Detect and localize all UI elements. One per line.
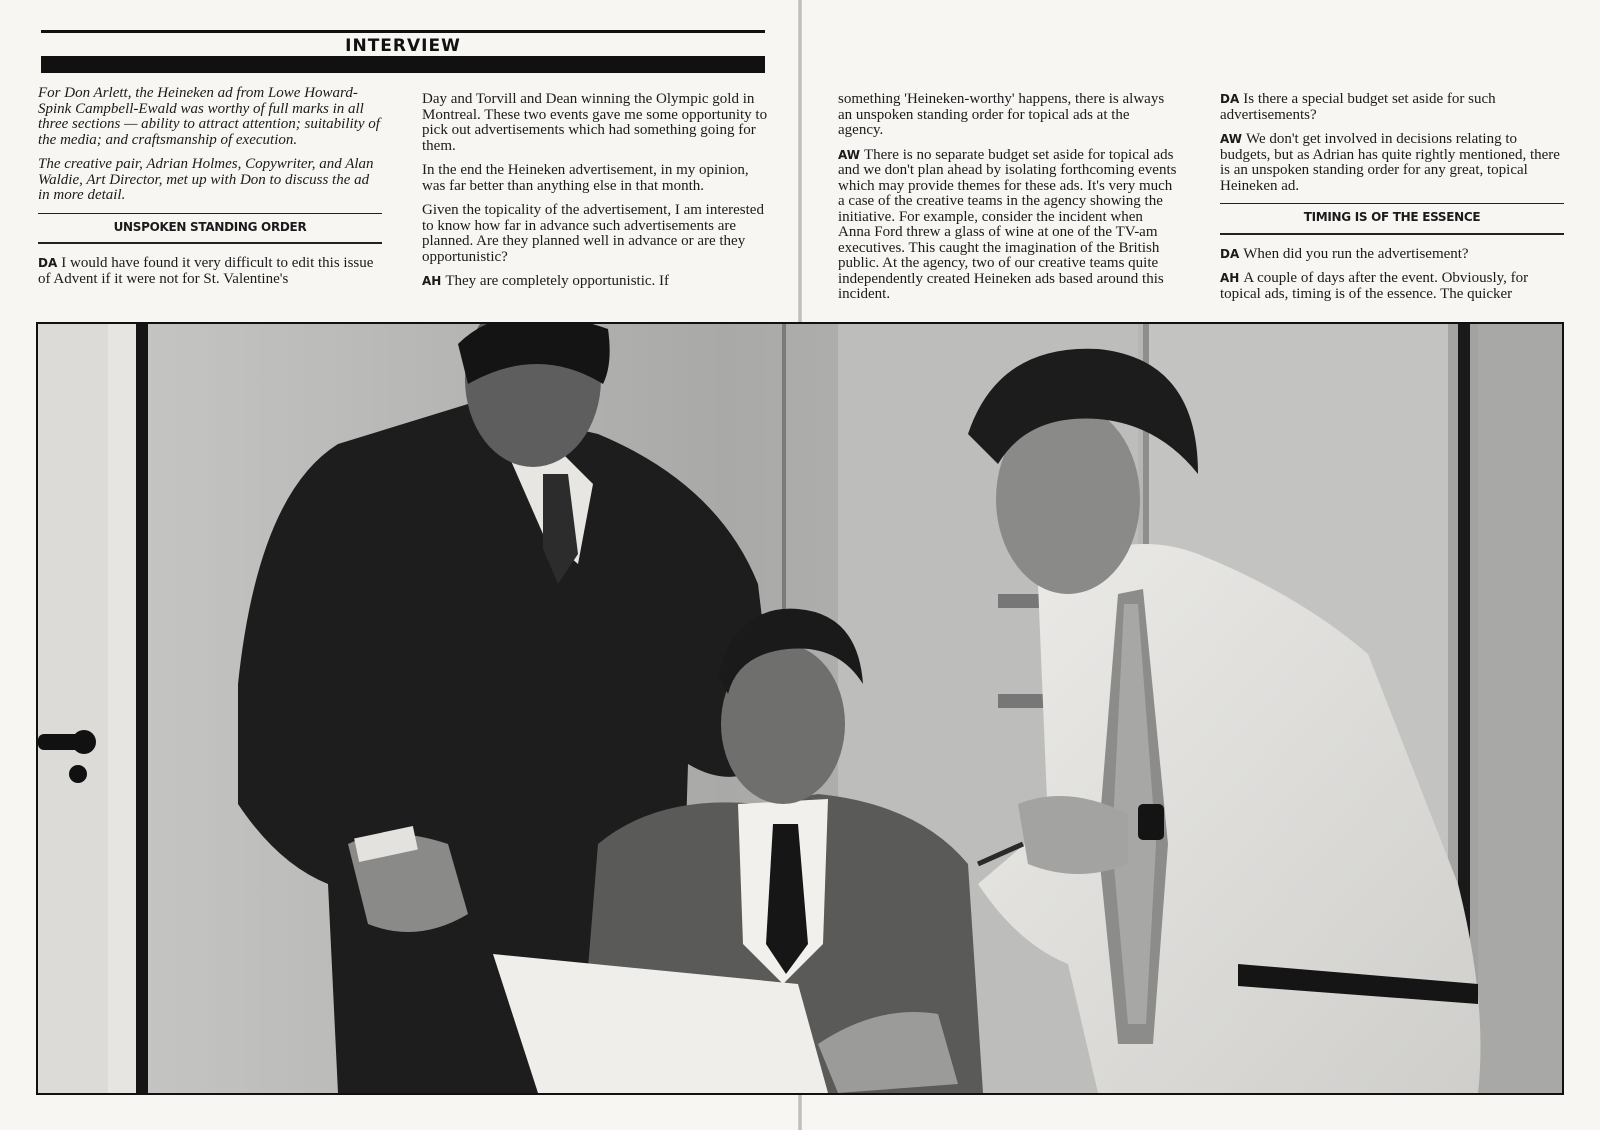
speaker-label: DA — [38, 256, 58, 270]
speaker-label: DA — [1220, 246, 1240, 261]
answer-paragraph — [1220, 271, 1564, 302]
door-panel — [38, 324, 108, 1093]
door-frame-dark — [136, 324, 148, 1093]
door-handle-knob — [72, 730, 96, 754]
header-rule-thick — [41, 56, 765, 73]
question-paragraph — [1220, 247, 1564, 263]
photo-illustration — [38, 324, 1562, 1093]
door-frame-light — [108, 324, 136, 1093]
answer-text: They are completely opportunistic. If — [445, 273, 670, 289]
body-paragraph: Day and Torvill and Dean winning the Olympic gold in Montreal. These two events gave me some opportunity to pick out advertisements which had something going for them. — [422, 91, 768, 154]
subhead-timing-is-of-the-essence: TIMING IS OF THE ESSENCE — [1220, 203, 1564, 235]
body-paragraph: In the end the Heineken advertisement, in my opinion, was far better than anything else in that month. — [422, 162, 749, 194]
subhead-unspoken-standing-order: UNSPOKEN STANDING ORDER — [38, 213, 382, 245]
question-text: When did you run the advertisement? — [1243, 245, 1469, 262]
speaker-label: AW — [1220, 132, 1242, 146]
door-keyhole — [69, 765, 87, 783]
speaker-label: AH — [422, 274, 442, 288]
speaker-label: AH — [1220, 271, 1240, 285]
body-paragraph: Given the topicality of the advertisement, I am interested to know how far in advance such advertisements are planned. Are they planned well in advance or are they opportunistic? — [422, 202, 764, 265]
speaker-label: DA — [1220, 92, 1240, 106]
question-text: Is there a special budget set aside for such advertisements? — [1220, 91, 1496, 123]
question-text: I would have found it very difficult to edit this issue of Advent if it were not for St. Valentine's — [38, 255, 374, 287]
cupboard-edge — [1478, 324, 1562, 1093]
intro-paragraph-2: The creative pair, Adrian Holmes, Copywriter, and Alan Waldie, Art Director, met up with Don to discuss the ad in more detail. — [38, 156, 374, 203]
answer-text: There is no separate budget set aside for topical ads and we don't plan ahead by isolating forthcoming events which may provide themes for these ads. It's very much a case of the creative teams in the agency showing the initiative. For example, consider the incident when Anna Ford threw a glass of wine at one of the TV-am executives. This caught the imagination of the British public. At the agency, two of our creative teams quite independently created Heineken ads based around this incident. — [838, 146, 1177, 302]
right-man-hand — [1018, 796, 1128, 874]
column-1 — [38, 86, 382, 296]
question-paragraph — [1220, 92, 1564, 123]
section-title: INTERVIEW — [345, 36, 461, 56]
column-3 — [838, 92, 1178, 312]
answer-paragraph — [1220, 132, 1564, 194]
speaker-label: AW — [838, 147, 860, 162]
answer-paragraph — [838, 148, 1178, 303]
column-2 — [422, 92, 768, 299]
wristwatch-icon — [1138, 804, 1164, 840]
interview-photograph — [36, 322, 1564, 1095]
question-paragraph — [38, 256, 382, 287]
answer-paragraph — [422, 274, 768, 290]
answer-text: A couple of days after the event. Obviously, for topical ads, timing is of the essence. The quicker — [1220, 270, 1529, 302]
answer-text: We don't get involved in decisions relating to budgets, but as Adrian has quite rightly mentioned, there is an unspoken standing order for any great, topical Heineken ad. — [1220, 131, 1560, 194]
body-paragraph: something 'Heineken-worthy' happens, there is always an unspoken standing order for topical ads at the agency. — [838, 91, 1165, 138]
intro-paragraph-1: For Don Arlett, the Heineken ad from Lowe Howard-Spink Campbell-Ewald was worthy of full marks in all three sections — ability to attract attention; suitability of the media; and craftsmanship of execution. — [38, 85, 380, 148]
header-rule-top — [41, 30, 765, 33]
column-4 — [1220, 92, 1564, 311]
